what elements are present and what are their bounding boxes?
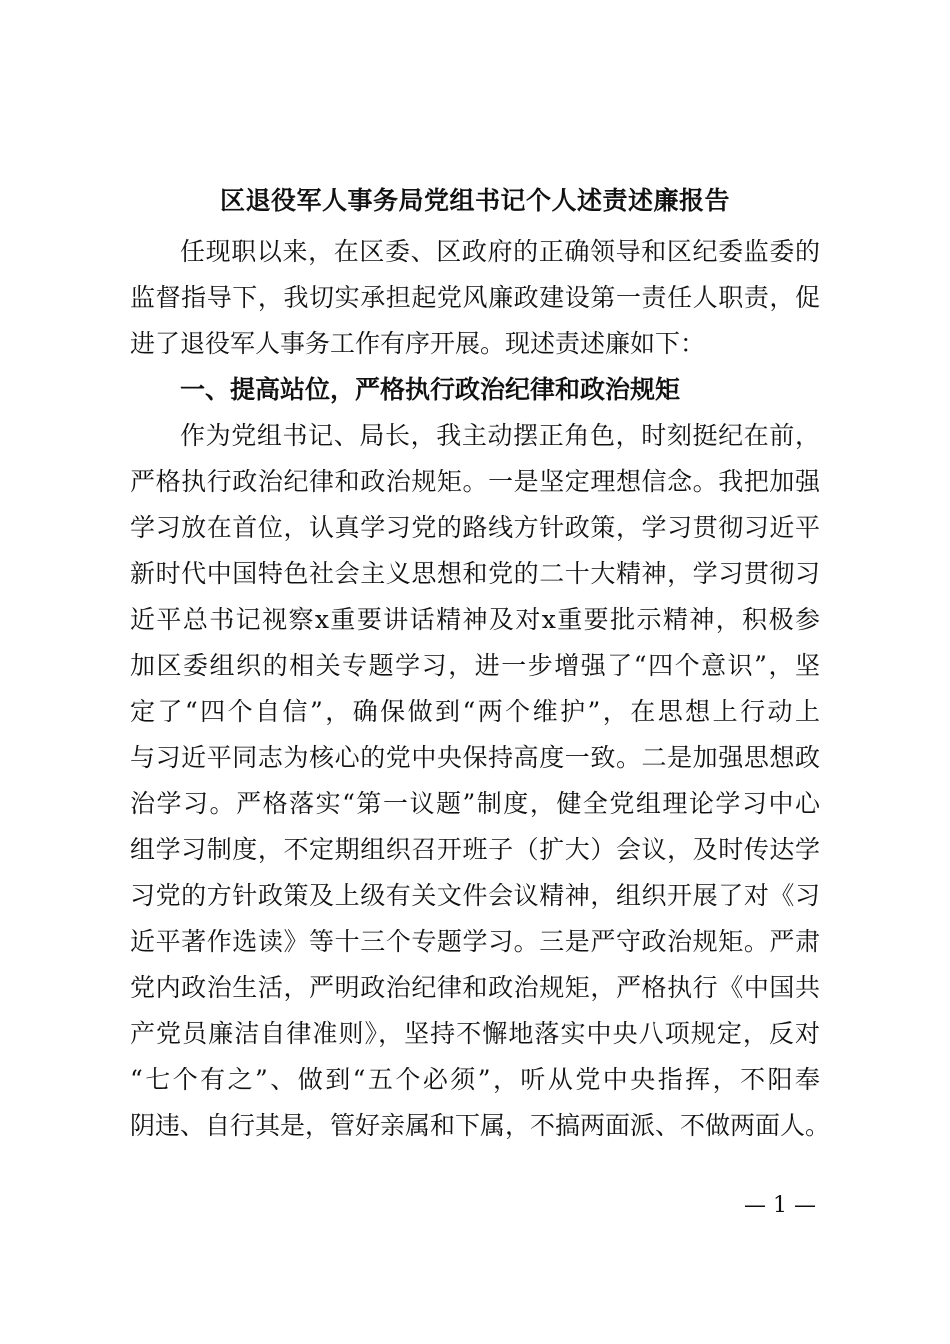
section-1-heading: 一、提高站位，严格执行政治纪律和政治规矩 xyxy=(180,375,681,404)
body-line-1: 作为党组书记、局长，我主动摆正角色，时刻挺纪在前， xyxy=(180,421,820,450)
body-line-5: 近平总书记视察x重要讲话精神及对x重要批示精神，积极参 xyxy=(130,605,820,634)
body-line-3: 学习放在首位，认真学习党的路线方针政策，学习贯彻习近平 xyxy=(130,513,820,542)
intro-line-2: 监督指导下，我切实承担起党风廉政建设第一责任人职责，促 xyxy=(130,283,820,312)
body-line-6: 加区委组织的相关专题学习，进一步增强了“四个意识”，坚 xyxy=(130,651,820,680)
body-line-2: 严格执行政治纪律和政治规矩。一是坚定理想信念。我把加强 xyxy=(130,467,820,496)
body-line-15: “七个有之”、做到“五个必须”，听从党中央指挥，不阳奉 xyxy=(130,1065,820,1094)
body-line-16: 阴违、自行其是，管好亲属和下属，不搞两面派、不做两面人。 xyxy=(130,1111,831,1140)
body-line-8: 与习近平同志为核心的党中央保持高度一致。二是加强思想政 xyxy=(130,743,820,772)
intro-line-1: 任现职以来，在区委、区政府的正确领导和区纪委监委的 xyxy=(180,237,820,266)
body-line-13: 党内政治生活，严明政治纪律和政治规矩，严格执行《中国共 xyxy=(130,973,820,1002)
body-line-4: 新时代中国特色社会主义思想和党的二十大精神，学习贯彻习 xyxy=(130,559,820,588)
page-number: — 1 — xyxy=(744,1193,816,1218)
body-line-7: 定了“四个自信”，确保做到“两个维护”，在思想上行动上 xyxy=(130,697,820,726)
body-line-10: 组学习制度，不定期组织召开班子（扩大）会议，及时传达学 xyxy=(130,835,820,864)
intro-line-3: 进了退役军人事务工作有序开展。现述责述廉如下： xyxy=(130,329,706,358)
body-line-9: 治学习。严格落实“第一议题”制度，健全党组理论学习中心 xyxy=(130,789,820,818)
body-line-14: 产党员廉洁自律准则》，坚持不懈地落实中央八项规定，反对 xyxy=(130,1019,820,1048)
body-line-11: 习党的方针政策及上级有关文件会议精神，组织开展了对《习 xyxy=(130,881,820,910)
document-title: 区退役军人事务局党组书记个人述责述廉报告 xyxy=(219,186,730,215)
body-line-12: 近平著作选读》等十三个专题学习。三是严守政治规矩。严肃 xyxy=(130,927,820,956)
